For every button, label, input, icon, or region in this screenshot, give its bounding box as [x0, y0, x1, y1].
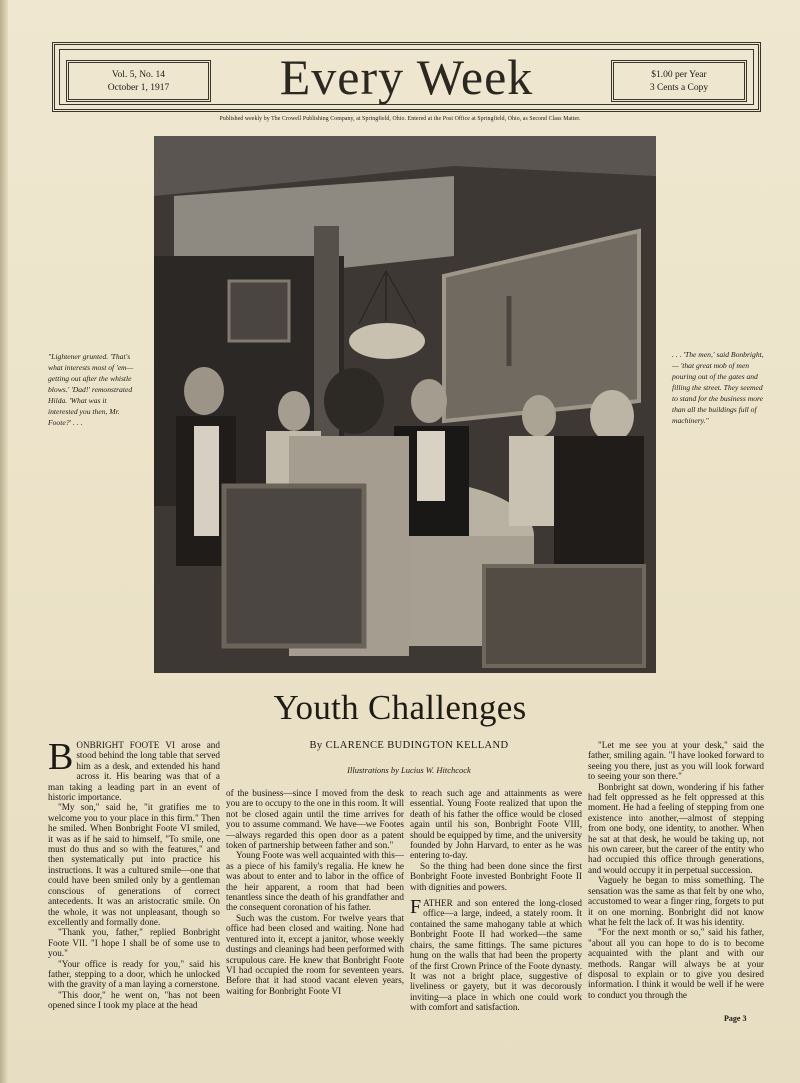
- illustrator-credit: Illustrations by Lucius W. Hitchcock: [347, 765, 471, 775]
- drop-cap-f: F: [410, 896, 422, 919]
- paragraph-2: Bonbright sat down, wondering if his father had felt oppressed as he felt oppressed at this moment. He had a feeling of stepping from one existence into another,—almost of stepping from one body, one identity, to another. When he sat at that desk, he would be taking up, not his own career, but the career of the entity who had occupied this office through generations, and would occupy it in perpetual succession.: [588, 781, 764, 875]
- paragraph-3: "Thank you, father," replied Bonbright Foote VII. "I hope I shall be of some use to you.": [48, 927, 220, 959]
- article-column-1: [48, 736, 220, 1011]
- paragraph-4: "Your office is ready for you," said his father, stepping to a door, which he unlocked with the gravity of a man laying a cornerstone.: [48, 958, 220, 990]
- price-per-year: $1.00 per Year: [651, 70, 707, 80]
- price-box: [611, 60, 747, 102]
- caption-left: "Lightener grunted. 'That's what interests most of 'em—getting out after the whistle blows.' 'Dad!' remonstrated Hilda. 'What was it interested you then, Mr. Foote?' . . .: [48, 352, 134, 427]
- dinner-scene-illustration: [154, 136, 656, 673]
- page-edge-shadow: [0, 0, 8, 1083]
- paragraph-5: "This door," he went on, "has not been opened since I took my place at the head: [48, 989, 220, 1011]
- masthead-inner-frame: [59, 49, 754, 105]
- volume-number: Vol. 5, No. 14: [111, 70, 166, 80]
- paragraph-2: Young Foote was well acquainted with this—as a piece of his family's regalia. He knew he was about to enter and to labor in the office of the heir apparent, a room that had been tenantless since the death of his grandfather and the consequent coronation of his father.: [226, 850, 404, 913]
- publisher-notice: Published weekly by The Crowell Publishing Company, at Springfield, Ohio. Entered at the Post Office at Springfield, Ohio, as Second Class Matter.: [219, 116, 581, 122]
- illustration-drawing: [154, 136, 656, 673]
- paragraph-1: of the business—since I moved from the desk you are to occupy to the one in this room. It will not be closed again until the time arrives for you to assume command. We have—we Footes—always regarded this open door as a patent token of partnership between father and son.": [226, 788, 404, 851]
- article-column-2: [226, 788, 404, 996]
- paragraph-1: to reach such age and attainments as were essential. Young Foote realized that upon the death of his father the office would be closed again until his son, Bonbright Foote VIII, should be equipped by time, and the university founded by John Harvard, to enter as he was entering to-day.: [410, 788, 582, 861]
- article-column-3: [410, 788, 582, 1013]
- caption-right: . . . 'The men,' said Bonbright, — 'that great mob of men pouring out of the gates and filling the street. They seemed to stand for the business more than all the buildings full of machinery.": [672, 350, 764, 425]
- paragraph-2: "My son," said he, "it gratifies me to welcome you to your place in this firm." Then he smiled. When Bonbright Foote VI smiled, it was as if he said to himself, "To smile, one must do thus and so with the features," and then systematically put into practice his instructions. It was a cultured smile—one that could have been smiled only by a gentleman conscious of generations of correct antecedents. It was an aristocratic smile. On the whole, it was not unpleasant, though so excellently and formally done.: [48, 802, 220, 927]
- issue-date: October 1, 1917: [107, 83, 170, 93]
- lead-text: ONBRIGHT FOOTE VI arose and stood behind the long table that served him as a desk, and extended his hand across it. His bearing was that of a man taking a leading part in an event of historic importance.: [48, 740, 220, 803]
- article-column-4: [588, 740, 764, 1000]
- article-byline: By CLARENCE BUDINGTON KELLAND: [309, 740, 509, 751]
- paragraph-1: [48, 736, 220, 803]
- masthead: [52, 42, 761, 112]
- paragraph-3: Vaguely he began to miss something. The sensation was the same as that felt by one who, accustomed to wear a finger ring, forgets to put it on one morning. Bonbright did not know what he felt the lack of. It was his identity.: [588, 875, 764, 927]
- paragraph-1: "Let me see you at your desk," said the father, smiling again. "I have looked forward to seeing you there, just as you will look forward to seeing your son there.": [588, 740, 764, 782]
- article-headline: Youth Challenges: [273, 688, 527, 727]
- section-lead-text: ATHER and son entered the long-closed office—a large, indeed, a stately room. It contained the same mahogany table at which Bonbright Foote II had worked—the same chairs, the same fittings. The same pictures hung on the walls that had been the property of the first Crown Prince of the Foote dynasty. It was not a bright place, suggestive of liveliness or gayety, but it was decorously inviting—a place in which one could work with comfort and satisfaction.: [410, 898, 582, 1013]
- paragraph-3: Such was the custom. For twelve years that office had been closed and waiting. None had ventured into it, except a janitor, whose weekly dustings and cleanings had been performed with scrupulous care. He knew that Bonbright Foote VI had occupied the room for seventeen years. Before that it had stood vacant eleven years, waiting for Bonbright Foote VI: [226, 912, 404, 996]
- page-number: Page 3: [724, 1014, 747, 1023]
- paragraph-3: [410, 898, 582, 1012]
- drop-cap-b: B: [48, 736, 74, 778]
- price-per-copy: 3 Cents a Copy: [649, 83, 709, 93]
- paragraph-4: "For the next month or so," said his father, "about all you can hope to do is to become acquainted with the plant and with our methods. Rangar will always be at your disposal to explain or to give you desired information. I think it would be well if he were to conduct you through the: [588, 927, 764, 1000]
- paragraph-2: So the thing had been done since the first Bonbright Foote invested Bonbright Foote II with dignities and powers.: [410, 860, 582, 892]
- magazine-title: Every Week: [279, 49, 534, 105]
